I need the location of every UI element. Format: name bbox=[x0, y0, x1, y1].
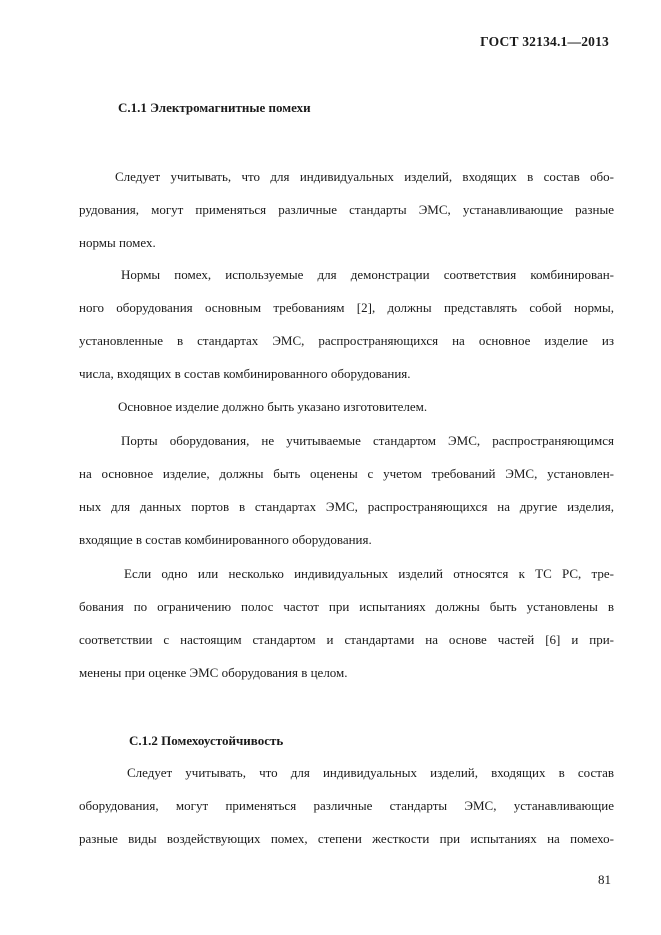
page-number: 81 bbox=[598, 872, 611, 887]
paragraph-3 bbox=[79, 390, 614, 423]
paragraph-1 bbox=[79, 160, 614, 259]
text-line: числа, входящих в состав комбинированного оборудования. bbox=[79, 366, 411, 381]
text-line: ных для данных портов в стандартах ЭМС, распространяющихся на другие изделия, bbox=[79, 499, 614, 514]
text-line: Порты оборудования, не учитываемые стандартом ЭМС, распространяющимся bbox=[121, 433, 614, 448]
text-line: на основное изделие, должны быть оценены с учетом требований ЭМС, установлен- bbox=[79, 466, 614, 481]
section-heading-2: С.1.2 Помехоустойчивость bbox=[129, 733, 284, 748]
text-line: Нормы помех, используемые для демонстрации соответствия комбинирован- bbox=[121, 267, 614, 282]
text-line: ного оборудования основным требованиям [2], должны представлять собой нормы, bbox=[79, 300, 614, 315]
text-line: менены при оценке ЭМС оборудования в целом. bbox=[79, 665, 348, 680]
text-line: бования по ограничению полос частот при испытаниях должны быть установлены в bbox=[79, 599, 614, 614]
text-line: Основное изделие должно быть указано изготовителем. bbox=[118, 399, 428, 414]
paragraph-6 bbox=[79, 756, 614, 855]
text-line: Если одно или несколько индивидуальных изделий относятся к ТС РС, тре- bbox=[124, 566, 614, 581]
paragraph-5 bbox=[79, 557, 614, 689]
text-line: разные виды воздействующих помех, степени жесткости при испытаниях на помехо- bbox=[79, 831, 614, 846]
paragraph-4 bbox=[79, 424, 614, 556]
text-line: установленные в стандартах ЭМС, распространяющихся на основное изделие из bbox=[79, 333, 614, 348]
text-line: оборудования, могут применяться различные стандарты ЭМС, устанавливающие bbox=[79, 798, 614, 813]
document-code-header: ГОСТ 32134.1—2013 bbox=[480, 34, 609, 49]
text-line: Следует учитывать, что для индивидуальных изделий, входящих в состав bbox=[127, 765, 614, 780]
paragraph-2 bbox=[79, 258, 614, 390]
text-line: нормы помех. bbox=[79, 235, 156, 250]
text-line: входящие в состав комбинированного оборудования. bbox=[79, 532, 372, 547]
text-line: рудования, могут применяться различные стандарты ЭМС, устанавливающие разные bbox=[79, 202, 614, 217]
text-line: Следует учитывать, что для индивидуальных изделий, входящих в состав обо- bbox=[115, 169, 614, 184]
section-heading-1: С.1.1 Электромагнитные помехи bbox=[118, 100, 311, 115]
text-line: соответствии с настоящим стандартом и стандартами на основе частей [6] и при- bbox=[79, 632, 614, 647]
